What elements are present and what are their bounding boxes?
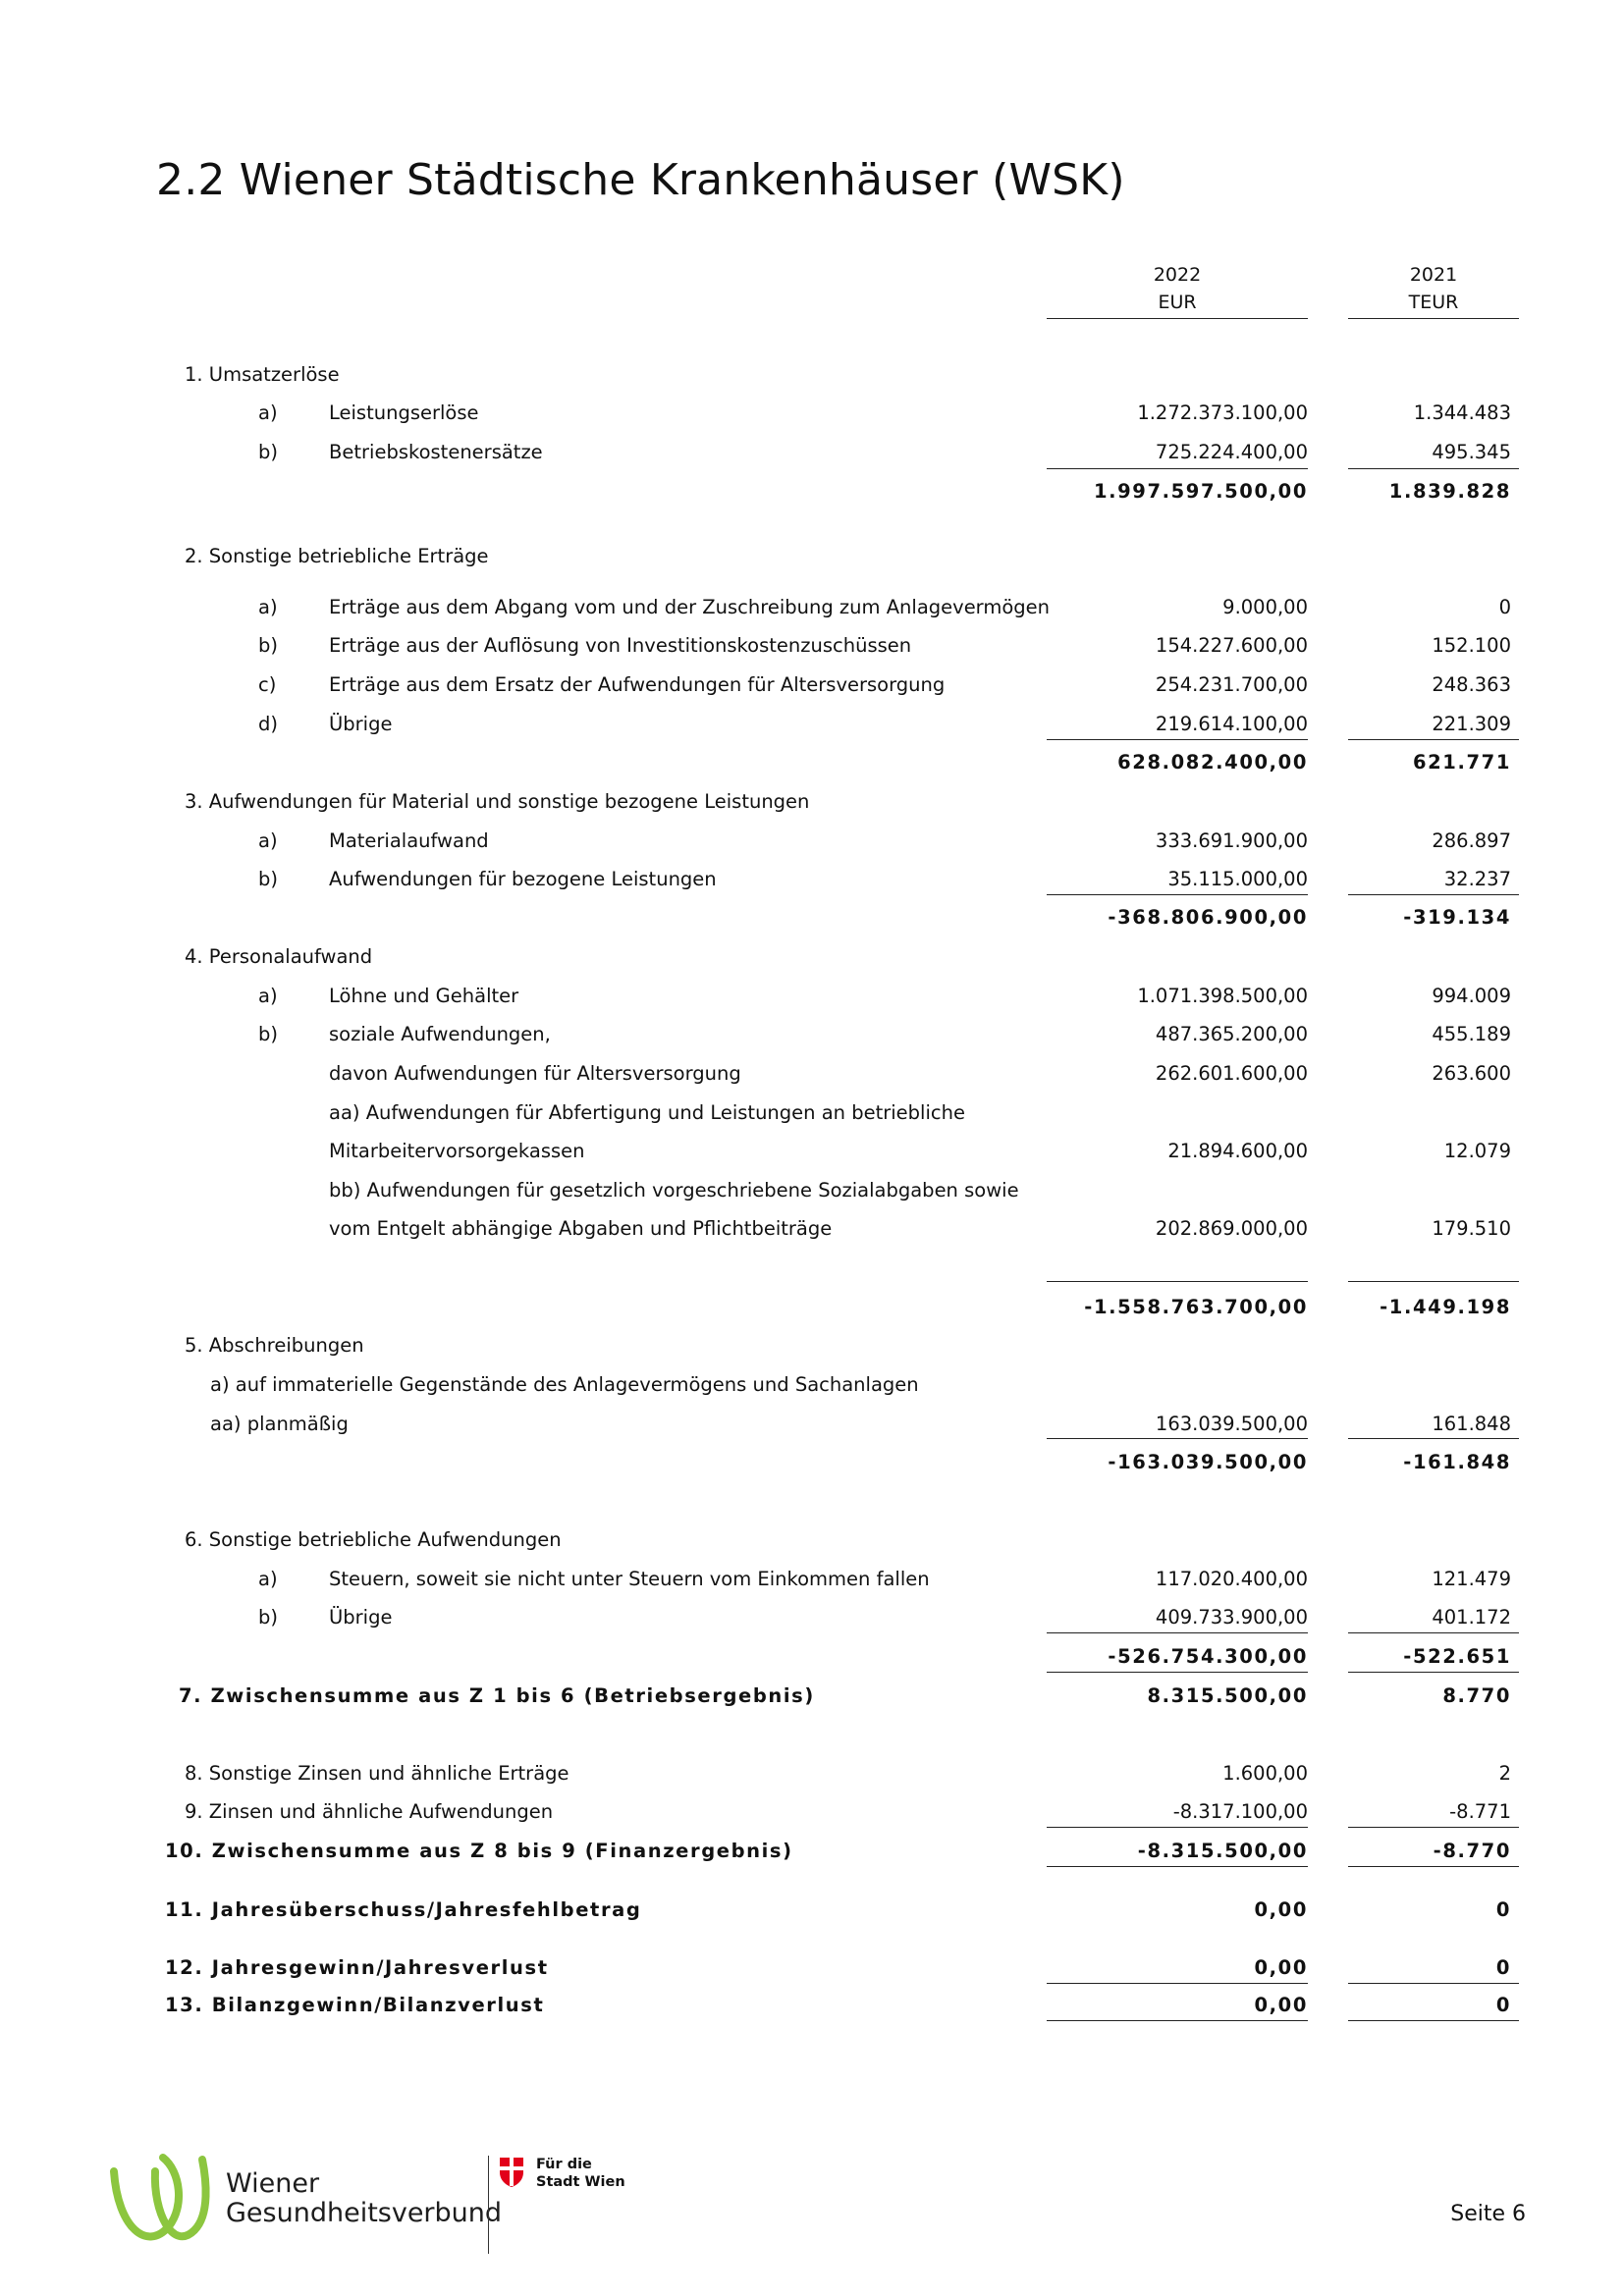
- total-row: [0, 1953, 1624, 1983]
- row-label: Leistungserlöse: [329, 401, 479, 424]
- table-row: [0, 787, 1624, 817]
- table-row: [0, 1137, 1624, 1166]
- value-2021: 12.079: [1443, 1140, 1511, 1162]
- row-label: 4. Personalaufwand: [185, 945, 373, 968]
- table-row: [0, 827, 1624, 856]
- value-2022: 262.601.600,00: [1155, 1062, 1308, 1085]
- city-line-1: Für die: [536, 2157, 592, 2172]
- subtotal-2021: 621.771: [1412, 751, 1511, 774]
- subtotal-2022: 628.082.400,00: [1117, 751, 1308, 774]
- col-2022-unit: EUR: [1158, 292, 1197, 313]
- row-label: Betriebskostenersätze: [329, 441, 543, 463]
- row-label: 12. Jahresgewinn/Jahresverlust: [165, 1956, 549, 1979]
- sum-rule: [1047, 1438, 1308, 1439]
- value-2022: 163.039.500,00: [1155, 1413, 1308, 1435]
- table-row: [0, 399, 1624, 428]
- value-2021: 152.100: [1432, 634, 1511, 657]
- row-label: Übrige: [329, 1606, 393, 1629]
- value-2021: -8.771: [1449, 1800, 1511, 1823]
- table-row: [0, 542, 1624, 571]
- subtotal-2021: -319.134: [1403, 906, 1511, 929]
- total-row: [0, 1682, 1624, 1711]
- value-2021: 1.344.483: [1413, 401, 1511, 424]
- sum-rule: [1047, 1866, 1308, 1867]
- table-row: [0, 982, 1624, 1011]
- value-2021: 0: [1495, 1898, 1511, 1921]
- value-2022: 725.224.400,00: [1155, 441, 1308, 463]
- value-2022: 333.691.900,00: [1155, 829, 1308, 852]
- total-row: [0, 1991, 1624, 2020]
- city-tagline: [536, 2156, 625, 2191]
- value-2021: 161.848: [1432, 1413, 1511, 1435]
- row-marker: a): [258, 401, 278, 424]
- sum-rule: [1348, 1438, 1519, 1439]
- value-2021: 2: [1498, 1762, 1511, 1785]
- subtotal-row: [0, 1642, 1624, 1672]
- table-row: [0, 710, 1624, 739]
- value-2022: 254.231.700,00: [1155, 673, 1308, 696]
- subtotal-row: [0, 748, 1624, 777]
- row-label: Erträge aus dem Ersatz der Aufwendungen für Altersversorgung: [329, 673, 946, 696]
- table-row: [0, 942, 1624, 972]
- row-label: Erträge aus dem Abgang vom und der Zuschreibung zum Anlagevermögen: [329, 596, 1051, 618]
- row-label: Übrige: [329, 713, 393, 735]
- value-2022: 1.600,00: [1222, 1762, 1308, 1785]
- value-2022: 0,00: [1254, 1956, 1308, 1979]
- row-label: 1. Umsatzerlöse: [185, 363, 340, 386]
- sum-rule: [1348, 2020, 1519, 2021]
- row-marker: a): [258, 1568, 278, 1590]
- sum-rule: [1047, 1983, 1308, 1984]
- sum-rule: [1348, 1632, 1519, 1633]
- subtotal-2022: -163.039.500,00: [1108, 1451, 1308, 1473]
- row-label: 13. Bilanzgewinn/Bilanzverlust: [165, 1994, 545, 2016]
- row-label: 2. Sonstige betriebliche Erträge: [185, 545, 489, 567]
- sum-rule: [1348, 894, 1519, 895]
- table-row: [0, 1176, 1624, 1205]
- row-label: 9. Zinsen und ähnliche Aufwendungen: [185, 1800, 554, 1823]
- subtotal-2022: -526.754.300,00: [1108, 1645, 1308, 1668]
- brand-line-1: Wiener: [226, 2168, 320, 2199]
- row-label: davon Aufwendungen für Altersversorgung: [329, 1062, 741, 1085]
- sum-rule: [1047, 739, 1308, 740]
- table-row: [0, 865, 1624, 894]
- row-marker: b): [258, 1606, 278, 1629]
- subtotal-2022: -1.558.763.700,00: [1084, 1296, 1308, 1318]
- table-row: [0, 1603, 1624, 1632]
- value-2021: 121.479: [1432, 1568, 1511, 1590]
- subtotal-2021: -161.848: [1403, 1451, 1511, 1473]
- sum-rule: [1047, 468, 1308, 469]
- table-row: [0, 1020, 1624, 1049]
- row-label: Steuern, soweit sie nicht unter Steuern vom Einkommen fallen: [329, 1568, 930, 1590]
- row-label: 6. Sonstige betriebliche Aufwendungen: [185, 1528, 562, 1551]
- subtotal-row: [0, 1293, 1624, 1322]
- row-marker: a): [258, 985, 278, 1007]
- sum-rule: [1047, 894, 1308, 895]
- col-2021-year: 2021: [1409, 264, 1458, 286]
- sum-rule: [1348, 1281, 1519, 1282]
- row-label: Aufwendungen für bezogene Leistungen: [329, 868, 717, 890]
- subtotal-2021: 1.839.828: [1388, 480, 1511, 503]
- row-label: Materialaufwand: [329, 829, 489, 852]
- value-2022: 409.733.900,00: [1155, 1606, 1308, 1629]
- col-2022-year: 2022: [1153, 264, 1202, 286]
- value-2021: 263.600: [1432, 1062, 1511, 1085]
- table-row: [0, 438, 1624, 467]
- row-marker: d): [258, 713, 278, 735]
- value-2021: 8.770: [1442, 1684, 1511, 1707]
- row-marker: a): [258, 596, 278, 618]
- col-2021-unit: TEUR: [1408, 292, 1459, 313]
- table-row: [0, 1797, 1624, 1827]
- row-label: vom Entgelt abhängige Abgaben und Pflichtbeiträge: [329, 1217, 833, 1240]
- value-2021: 32.237: [1443, 868, 1511, 890]
- total-row: [0, 1837, 1624, 1866]
- sum-rule: [1348, 739, 1519, 740]
- value-2021: -8.770: [1433, 1840, 1511, 1862]
- value-2022: 219.614.100,00: [1155, 713, 1308, 735]
- table-row: [0, 631, 1624, 661]
- table-row: [0, 360, 1624, 390]
- col-2021-header: [1348, 261, 1519, 316]
- table-row: [0, 1098, 1624, 1128]
- value-2021: 994.009: [1432, 985, 1511, 1007]
- sum-rule: [1348, 1866, 1519, 1867]
- page-number: Seite 6: [1450, 2202, 1526, 2226]
- table-row: [0, 1370, 1624, 1400]
- sum-rule: [1348, 468, 1519, 469]
- value-2021: 248.363: [1432, 673, 1511, 696]
- subtotal-2021: -522.651: [1403, 1645, 1511, 1668]
- value-2021: 286.897: [1432, 829, 1511, 852]
- table-row: [0, 1410, 1624, 1439]
- value-2022: 154.227.600,00: [1155, 634, 1308, 657]
- value-2021: 401.172: [1432, 1606, 1511, 1629]
- row-label: 10. Zwischensumme aus Z 8 bis 9 (Finanzergebnis): [165, 1840, 793, 1862]
- value-2022: 8.315.500,00: [1147, 1684, 1308, 1707]
- sum-rule: [1047, 1672, 1308, 1673]
- row-marker: b): [258, 868, 278, 890]
- row-label: a) auf immaterielle Gegenstände des Anlagevermögens und Sachanlagen: [210, 1373, 919, 1396]
- table-row: [0, 670, 1624, 700]
- wien-coat-of-arms-icon: [499, 2157, 524, 2188]
- sum-rule: [1047, 2020, 1308, 2021]
- value-2022: 1.272.373.100,00: [1137, 401, 1308, 424]
- table-row: [0, 593, 1624, 622]
- row-marker: a): [258, 829, 278, 852]
- subtotal-row: [0, 1448, 1624, 1477]
- row-label: 11. Jahresüberschuss/Jahresfehlbetrag: [165, 1898, 642, 1921]
- value-2021: 0: [1495, 1994, 1511, 2016]
- brand-wordmark: [226, 2169, 502, 2228]
- value-2021: 179.510: [1432, 1217, 1511, 1240]
- row-label: bb) Aufwendungen für gesetzlich vorgeschriebene Sozialabgaben sowie: [329, 1179, 1019, 1201]
- row-marker: b): [258, 634, 278, 657]
- page-title: 2.2 Wiener Städtische Krankenhäuser (WSK): [156, 155, 1125, 205]
- row-label: aa) planmäßig: [210, 1413, 349, 1435]
- sum-rule: [1348, 1827, 1519, 1828]
- row-label: 5. Abschreibungen: [185, 1334, 364, 1357]
- sum-rule: [1348, 1983, 1519, 1984]
- value-2021: 221.309: [1432, 713, 1511, 735]
- value-2022: 117.020.400,00: [1155, 1568, 1308, 1590]
- table-row: [0, 1059, 1624, 1089]
- sum-rule: [1348, 1672, 1519, 1673]
- row-label: Mitarbeitervorsorgekassen: [329, 1140, 585, 1162]
- value-2021: 455.189: [1432, 1023, 1511, 1045]
- row-label: 8. Sonstige Zinsen und ähnliche Erträge: [185, 1762, 569, 1785]
- footer-divider: [488, 2156, 489, 2254]
- row-label: Erträge aus der Auflösung von Investitionskostenzuschüssen: [329, 634, 912, 657]
- row-marker: c): [258, 673, 277, 696]
- wgv-logo-icon: [108, 2150, 221, 2258]
- row-label: Löhne und Gehälter: [329, 985, 519, 1007]
- table-row: [0, 1525, 1624, 1555]
- row-marker: b): [258, 1023, 278, 1045]
- total-row: [0, 1896, 1624, 1925]
- subtotal-2021: -1.449.198: [1380, 1296, 1511, 1318]
- value-2022: 35.115.000,00: [1167, 868, 1308, 890]
- sum-rule: [1047, 1632, 1308, 1633]
- row-label: aa) Aufwendungen für Abfertigung und Leistungen an betriebliche: [329, 1101, 965, 1124]
- table-row: [0, 1331, 1624, 1361]
- table-row: [0, 1759, 1624, 1789]
- col-2022-header: [1047, 261, 1308, 316]
- value-2022: -8.317.100,00: [1172, 1800, 1308, 1823]
- value-2022: 487.365.200,00: [1155, 1023, 1308, 1045]
- value-2022: -8.315.500,00: [1137, 1840, 1308, 1862]
- value-2022: 202.869.000,00: [1155, 1217, 1308, 1240]
- row-marker: b): [258, 441, 278, 463]
- value-2021: 0: [1498, 596, 1511, 618]
- subtotal-2022: 1.997.597.500,00: [1093, 480, 1308, 503]
- value-2022: 9.000,00: [1222, 596, 1308, 618]
- table-row: [0, 1214, 1624, 1244]
- header-rule: [1348, 318, 1519, 319]
- sum-rule: [1047, 1281, 1308, 1282]
- row-label: soziale Aufwendungen,: [329, 1023, 551, 1045]
- brand-line-2: Gesundheitsverbund: [226, 2198, 503, 2228]
- value-2021: 0: [1495, 1956, 1511, 1979]
- value-2022: 1.071.398.500,00: [1137, 985, 1308, 1007]
- header-rule: [1047, 318, 1308, 319]
- subtotal-2022: -368.806.900,00: [1108, 906, 1308, 929]
- sum-rule: [1047, 1827, 1308, 1828]
- subtotal-row: [0, 477, 1624, 507]
- value-2021: 495.345: [1432, 441, 1511, 463]
- value-2022: 0,00: [1254, 1898, 1308, 1921]
- row-label: 7. Zwischensumme aus Z 1 bis 6 (Betriebsergebnis): [179, 1684, 815, 1707]
- value-2022: 0,00: [1254, 1994, 1308, 2016]
- row-label: 3. Aufwendungen für Material und sonstige bezogene Leistungen: [185, 790, 810, 813]
- table-row: [0, 1565, 1624, 1594]
- value-2022: 21.894.600,00: [1167, 1140, 1308, 1162]
- subtotal-row: [0, 903, 1624, 933]
- city-line-2: Stadt Wien: [536, 2174, 625, 2190]
